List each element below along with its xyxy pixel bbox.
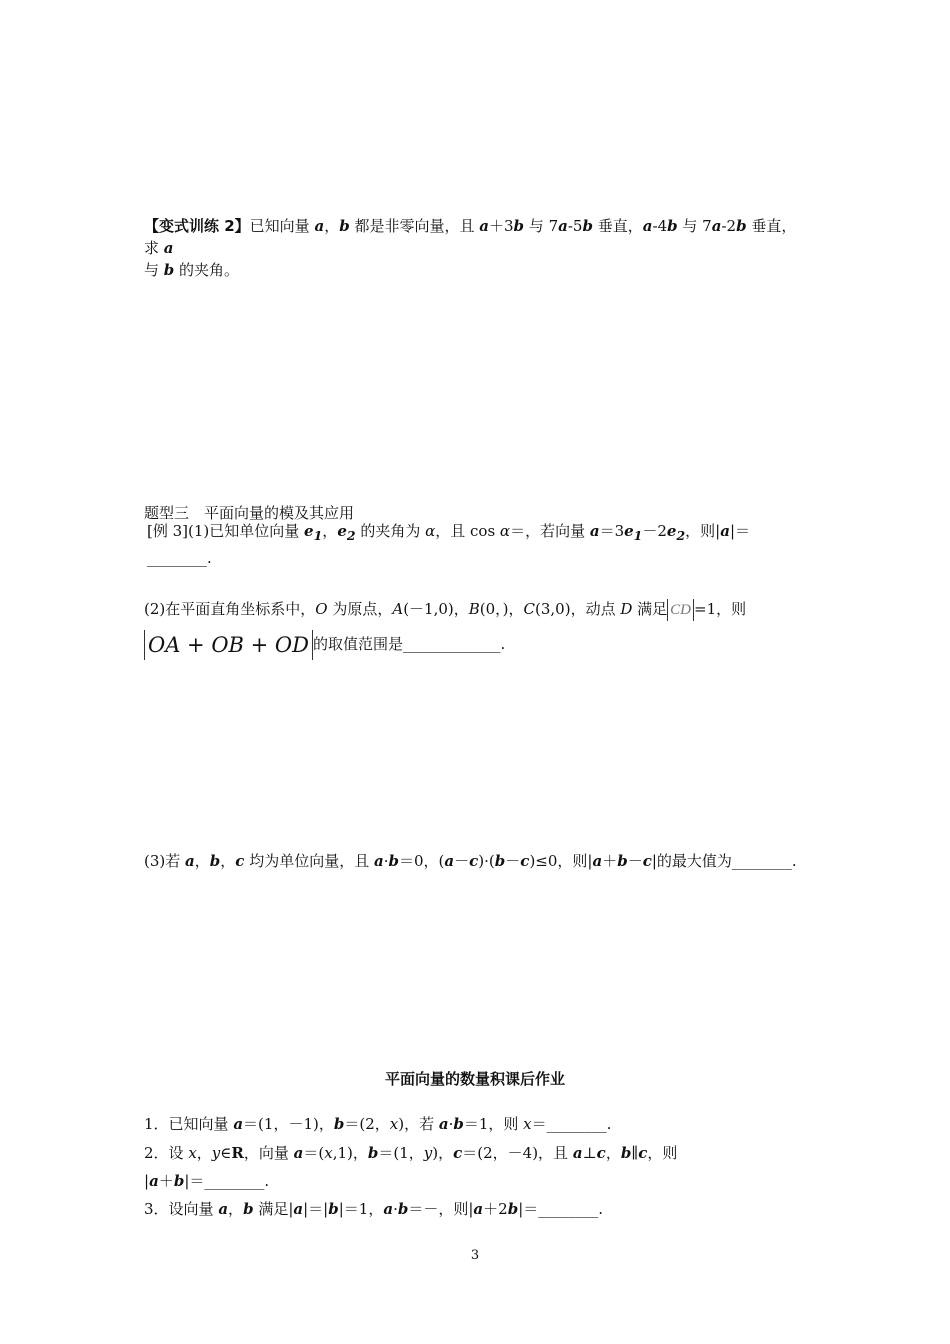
example-3-part-2-line2: OA + OB + OD 的取值范围是_____________.	[144, 628, 809, 660]
vector-sum-magnitude: OA + OB + OD	[144, 630, 313, 660]
example-3-part-2: (2)在平面直角坐标系中，O 为原点，A(－1,0)，B(0，)，C(3,0)，动点 D 满足 CD =1，则	[144, 598, 809, 621]
page-number: 3	[470, 1248, 480, 1263]
section-heading: 题型三 平面向量的模及其应用	[144, 504, 355, 522]
cd-magnitude: CD	[667, 599, 694, 621]
homework-question-2: 2．设 x，y∈R，向量 a＝(x,1)，b＝(1，y)，c＝(2，－4)，且 a⊥c，b∥c，则	[144, 1144, 678, 1162]
homework-question-3: 3．设向量 a，b 满足|a|＝|b|＝1，a·b＝－，则|a＋2b|＝________.	[144, 1200, 604, 1218]
homework-title: 平面向量的数量积课后作业	[384, 1070, 565, 1088]
variant-label: 【变式训练 2】	[144, 217, 250, 235]
homework-question-2-line2: |a＋b|＝________.	[144, 1172, 270, 1190]
example-3-part-3: (3)若 a，b，c 均为单位向量，且 a·b＝0，(a－c)·(b－c)≤0，则|a＋b－c|的最大值为________.	[144, 852, 797, 870]
example-3-part-1: [例 3](1)已知单位向量 $e_1$，$e_2$ 的夹角为 α，且 cos α＝，若向量 $a=3e_1-2e_2$，则|a|＝________.	[147, 522, 751, 567]
variant-exercise-2: 【变式训练 2】已知向量 a，b 都是非零向量，且 a＋3b 与 7a-5b 垂直，a-4b 与 7a-2b 垂直，求 a 与 b 的夹角。	[144, 217, 797, 279]
homework-question-1: 1．已知向量 a＝(1，－1)，b＝(2，x)，若 a·b＝1，则 x＝________.	[144, 1115, 612, 1133]
